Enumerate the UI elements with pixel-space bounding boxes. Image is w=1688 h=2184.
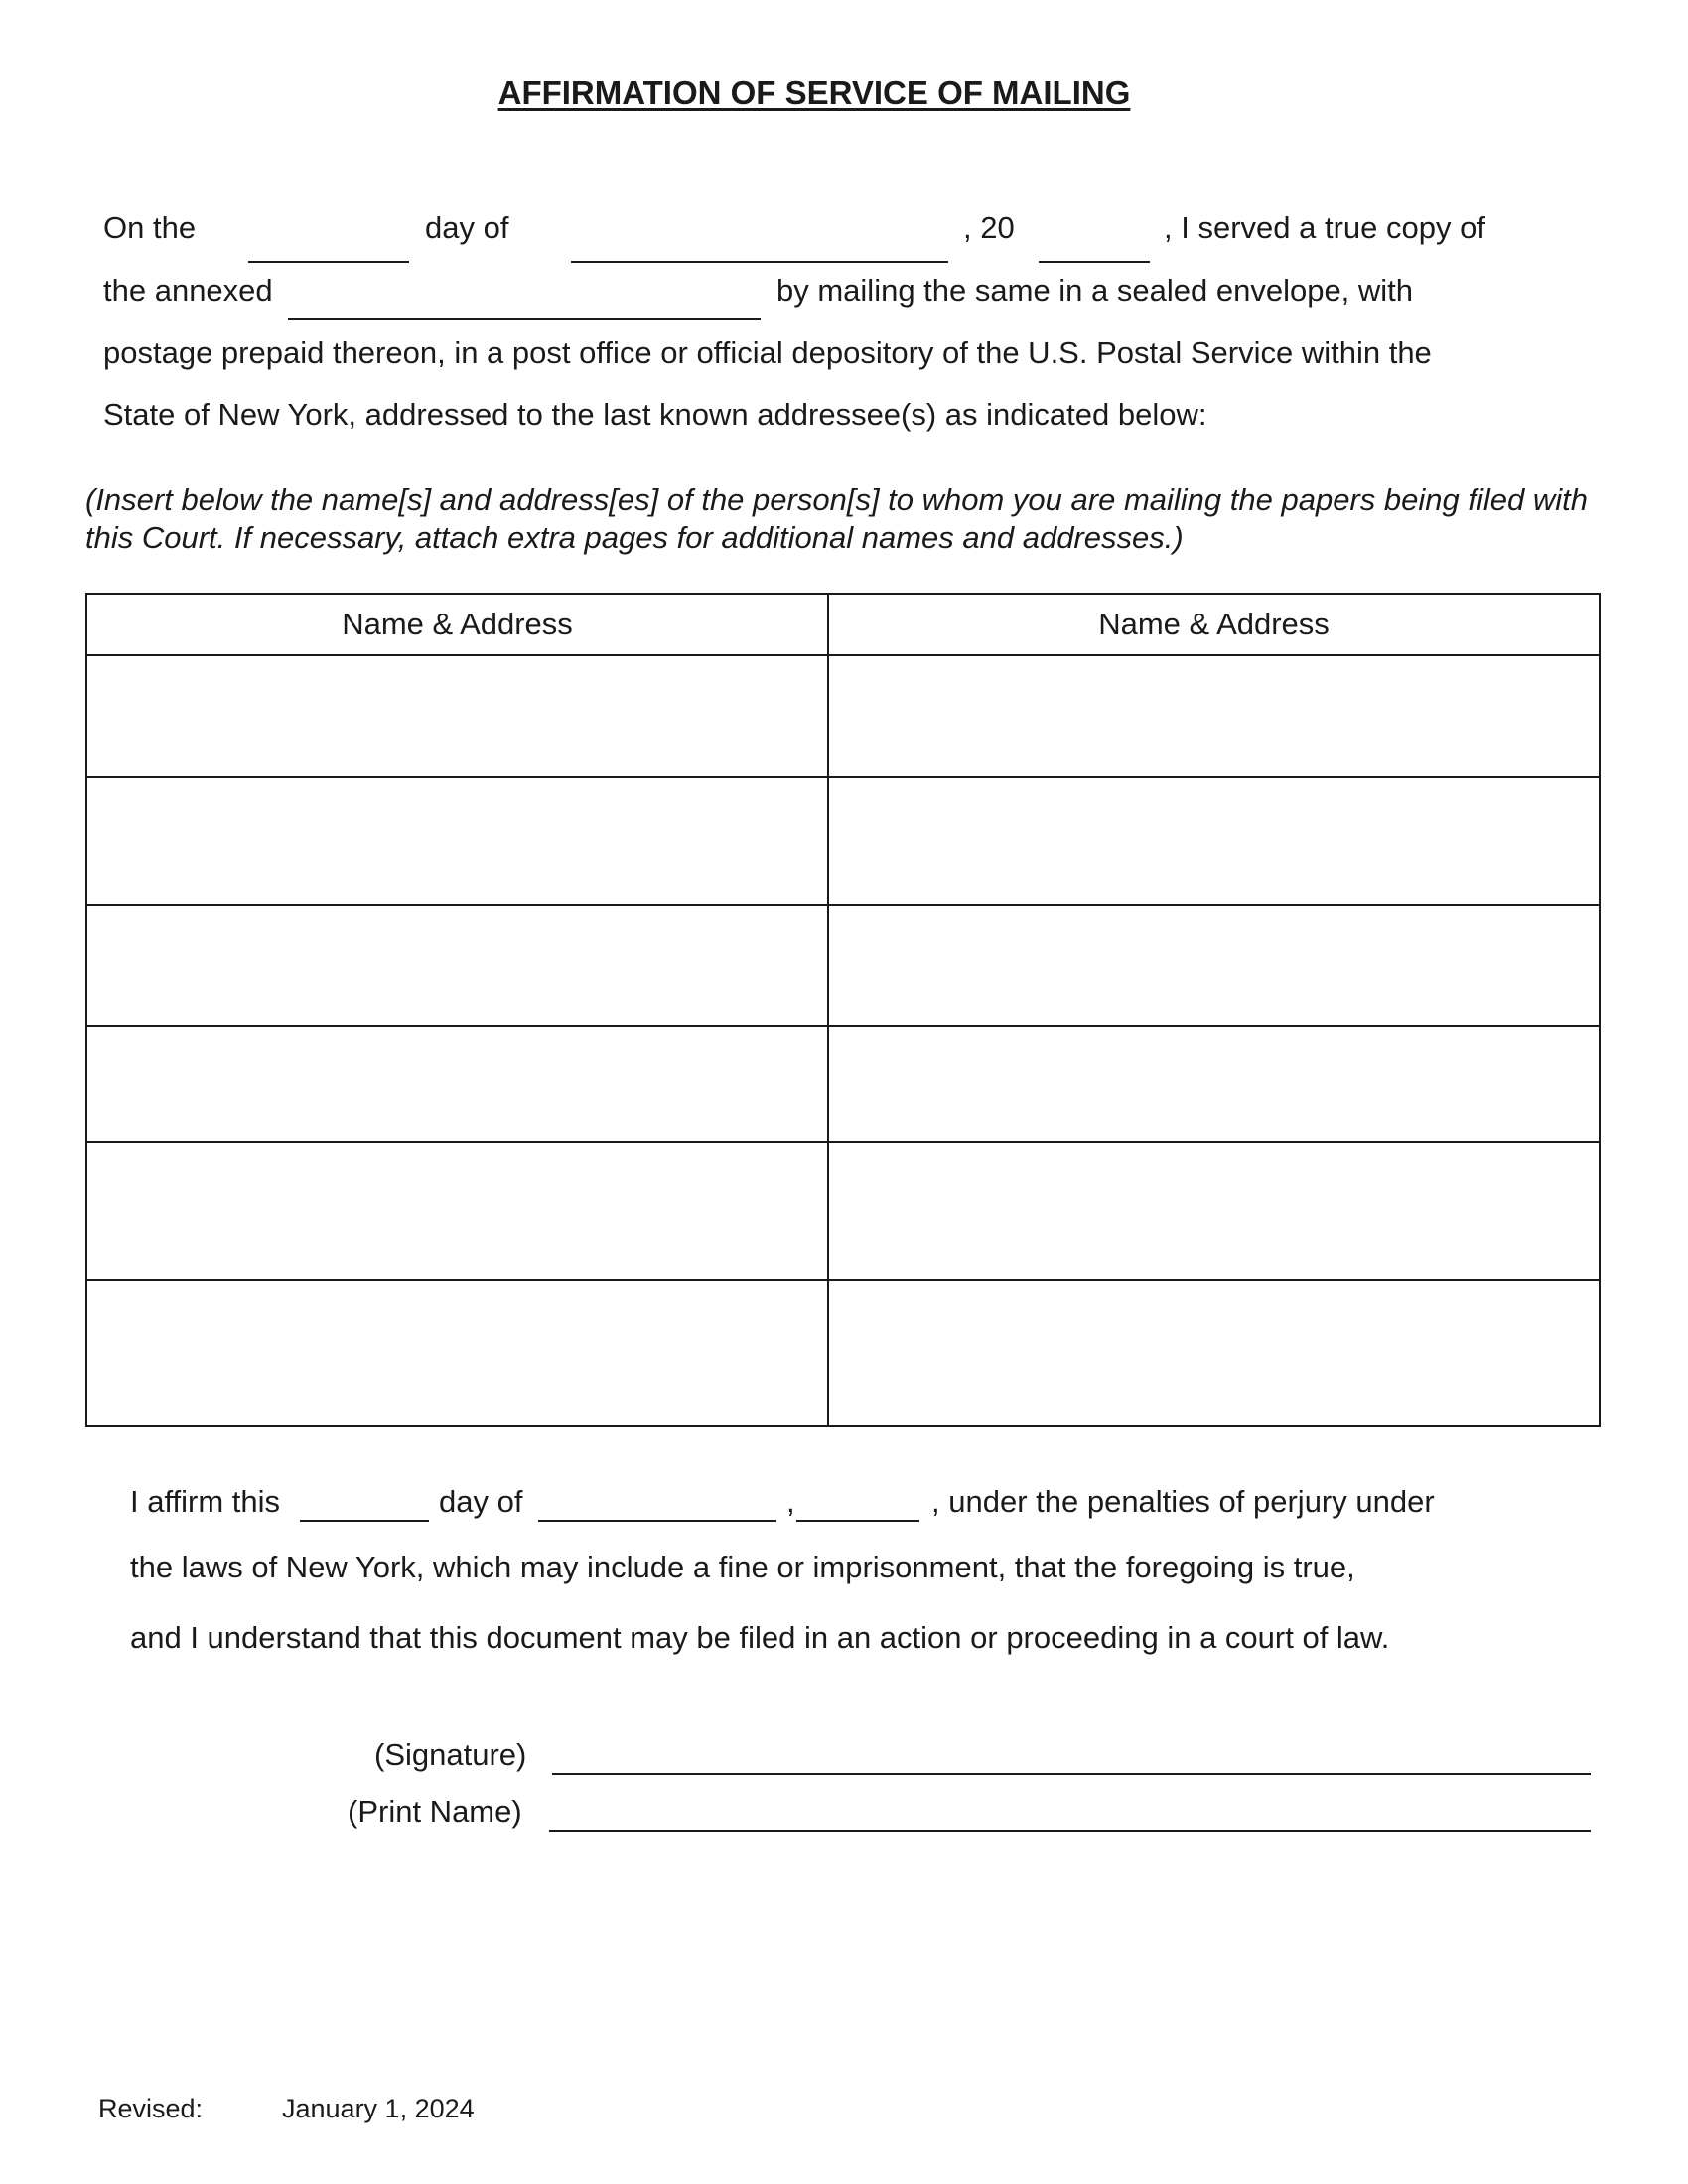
address-cell[interactable] — [86, 1026, 828, 1142]
address-cell[interactable] — [828, 655, 1600, 777]
print-name-field[interactable] — [549, 1830, 1591, 1832]
table-row — [86, 905, 1600, 1026]
column-header-right: Name & Address — [828, 594, 1600, 655]
address-cell[interactable] — [828, 1280, 1600, 1426]
print-name-label: (Print Name) — [348, 1794, 522, 1829]
affirm-line-2: the laws of New York, which may include a fine or imprisonment, that the foregoing is true, — [130, 1550, 1355, 1584]
signature-field[interactable] — [552, 1773, 1591, 1775]
table-header-row — [86, 594, 1600, 655]
service-line-3: postage prepaid thereon, in a post office or official depository of the U.S. Postal Service within the — [103, 336, 1432, 370]
address-cell[interactable] — [86, 777, 828, 905]
on-the-text: On the — [103, 210, 197, 245]
column-header-left: Name & Address — [86, 594, 828, 655]
served-text: , I served a true copy of — [1164, 210, 1485, 245]
service-year-field[interactable] — [1039, 261, 1150, 263]
affirm-day-of-text: day of — [439, 1484, 523, 1519]
annexed-document-field[interactable] — [288, 318, 761, 320]
address-cell[interactable] — [86, 1142, 828, 1280]
revised-date: January 1, 2024 — [282, 2094, 475, 2123]
by-mailing-text: by mailing the same in a sealed envelope, with — [776, 273, 1414, 308]
day-of-text: day of — [425, 210, 509, 245]
service-day-field[interactable] — [248, 261, 409, 263]
instructions-text: (Insert below the name[s] and address[es] of the person[s] to whom you are mailing the papers being filed with this Court. If necessary, attach extra pages for additional names and addresses.) — [85, 482, 1588, 555]
address-cell[interactable] — [86, 1280, 828, 1426]
address-cell[interactable] — [828, 777, 1600, 905]
address-cell[interactable] — [828, 1142, 1600, 1280]
affirm-year-field[interactable] — [796, 1520, 919, 1522]
revised-label: Revised: — [98, 2094, 204, 2123]
affirm-day-field[interactable] — [300, 1520, 429, 1522]
service-line-4: State of New York, addressed to the last known addressee(s) as indicated below: — [103, 397, 1207, 432]
table-row — [86, 1142, 1600, 1280]
affirm-line-3: and I understand that this document may be filed in an action or proceeding in a court of law. — [130, 1620, 1390, 1655]
page-title: AFFIRMATION OF SERVICE OF MAILING — [497, 74, 1131, 111]
table-row — [86, 655, 1600, 777]
i-affirm-text: I affirm this — [130, 1484, 281, 1519]
address-table — [85, 593, 1601, 1427]
address-cell[interactable] — [828, 905, 1600, 1026]
affirm-month-field[interactable] — [538, 1520, 776, 1522]
affirm-comma-text: , — [786, 1484, 795, 1519]
comma-20-text: , 20 — [963, 210, 1015, 245]
table-row — [86, 777, 1600, 905]
address-cell[interactable] — [86, 655, 828, 777]
address-cell[interactable] — [86, 905, 828, 1026]
service-month-field[interactable] — [571, 261, 948, 263]
penalties-text: , under the penalties of perjury under — [931, 1484, 1435, 1519]
signature-label: (Signature) — [374, 1737, 527, 1772]
table-row — [86, 1280, 1600, 1426]
address-cell[interactable] — [828, 1026, 1600, 1142]
table-row — [86, 1026, 1600, 1142]
the-annexed-text: the annexed — [103, 273, 273, 308]
